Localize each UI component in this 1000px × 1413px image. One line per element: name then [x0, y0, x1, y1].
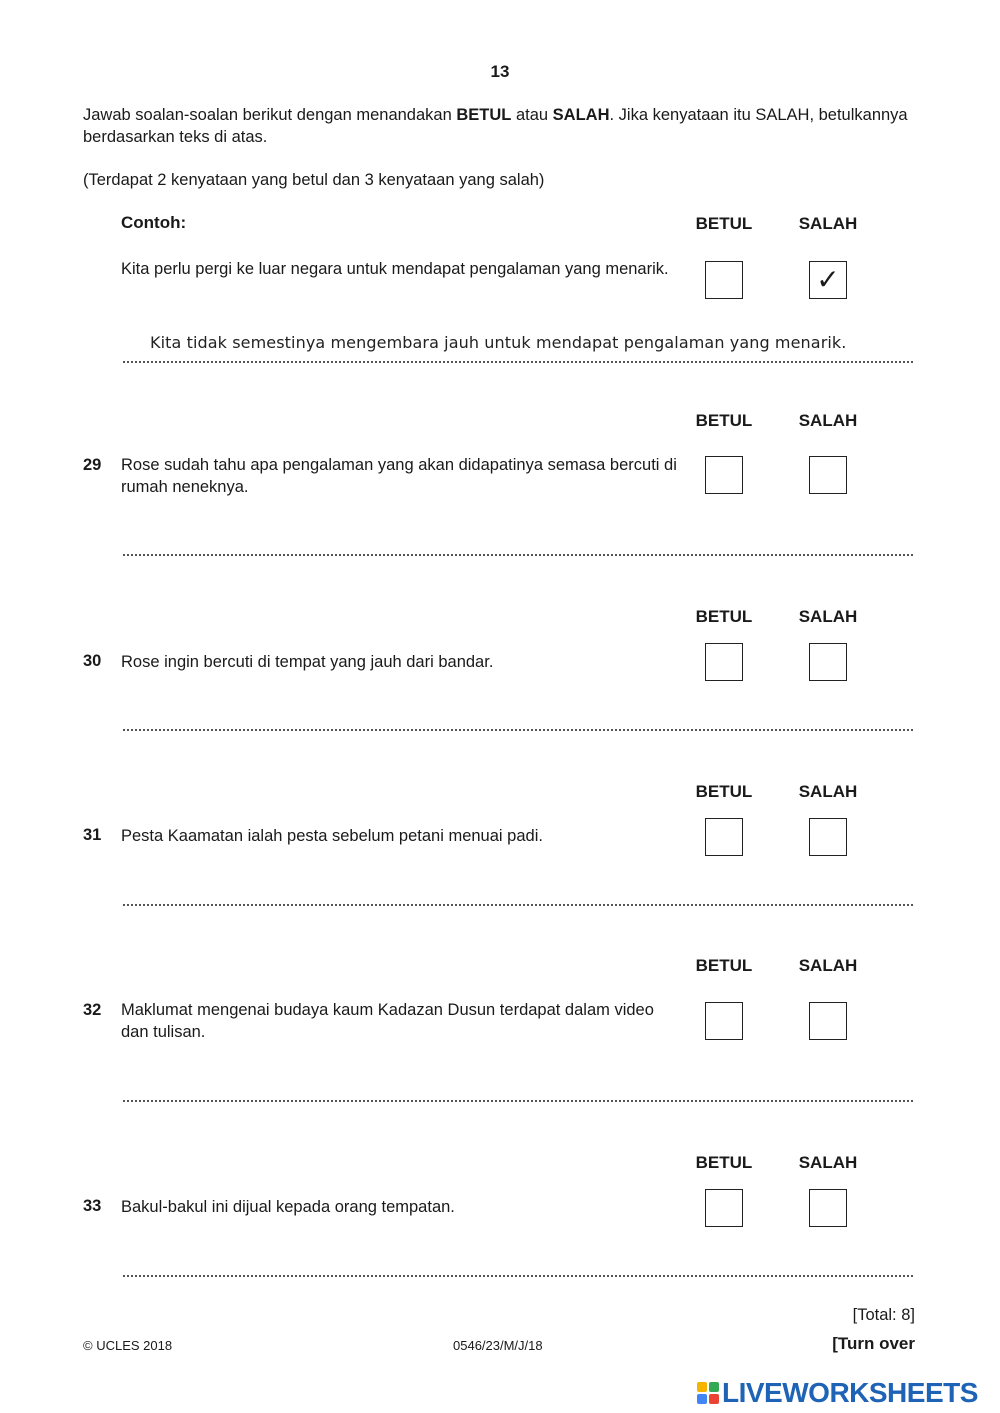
instructions-note: (Terdapat 2 kenyataan yang betul dan 3 kenyataan yang salah): [83, 171, 545, 189]
question-number: 32: [83, 1001, 102, 1019]
question-statement: Rose sudah tahu apa pengalaman yang akan didapatinya semasa bercuti di rumah neneknya.: [121, 456, 677, 496]
liveworksheets-logo-icon: [697, 1382, 719, 1404]
q31-answer-line[interactable]: [123, 904, 913, 906]
page-number: 13: [490, 62, 510, 81]
column-header-betul: BETUL: [695, 214, 753, 233]
example-salah-checkbox[interactable]: ✓: [809, 261, 847, 299]
question-number: 29: [83, 456, 102, 474]
column-header-betul: BETUL: [695, 956, 753, 975]
footer-copyright: © UCLES 2018: [83, 1338, 173, 1353]
question-number: 30: [83, 652, 102, 670]
q33-answer-line[interactable]: [123, 1275, 913, 1277]
q32-answer-line[interactable]: [123, 1100, 913, 1102]
column-header-salah: SALAH: [798, 607, 858, 626]
column-header-salah: SALAH: [798, 214, 858, 233]
q32-salah-checkbox[interactable]: [809, 1002, 847, 1040]
example-betul-checkbox[interactable]: [705, 261, 743, 299]
q29-betul-checkbox[interactable]: [705, 456, 743, 494]
q32-betul-checkbox[interactable]: [705, 1002, 743, 1040]
footer-paper-code: 0546/23/M/J/18: [453, 1338, 543, 1353]
column-header-betul: BETUL: [695, 411, 753, 430]
question-statement: Maklumat mengenai budaya kaum Kadazan Dusun terdapat dalam video dan tulisan.: [121, 1001, 654, 1041]
example-statement: Kita perlu pergi ke luar negara untuk mendapat pengalaman yang menarik.: [121, 260, 669, 278]
example-answer-line: [123, 361, 913, 363]
column-header-salah: SALAH: [798, 411, 858, 430]
liveworksheets-brand: [697, 1377, 978, 1409]
q31-betul-checkbox[interactable]: [705, 818, 743, 856]
column-header-salah: SALAH: [798, 782, 858, 801]
column-header-salah: SALAH: [798, 956, 858, 975]
q29-salah-checkbox[interactable]: [809, 456, 847, 494]
question-statement: Rose ingin bercuti di tempat yang jauh dari bandar.: [121, 653, 494, 671]
total-marks: [Total: 8]: [852, 1306, 915, 1324]
question-number: 33: [83, 1197, 102, 1215]
question-number: 31: [83, 826, 102, 844]
q29-answer-line[interactable]: [123, 554, 913, 556]
brand-name: LIVEWORKSHEETS: [722, 1377, 978, 1408]
q33-betul-checkbox[interactable]: [705, 1189, 743, 1227]
question-statement: Bakul-bakul ini dijual kepada orang tempatan.: [121, 1198, 455, 1216]
column-header-salah: SALAH: [798, 1153, 858, 1172]
column-header-betul: BETUL: [695, 782, 753, 801]
question-statement: Pesta Kaamatan ialah pesta sebelum petani menuai padi.: [121, 827, 543, 845]
footer-turn-over: [Turn over: [832, 1334, 915, 1353]
q30-salah-checkbox[interactable]: [809, 643, 847, 681]
column-header-betul: BETUL: [695, 607, 753, 626]
example-label: Contoh:: [121, 213, 187, 232]
q30-answer-line[interactable]: [123, 729, 913, 731]
q30-betul-checkbox[interactable]: [705, 643, 743, 681]
column-header-betul: BETUL: [695, 1153, 753, 1172]
q31-salah-checkbox[interactable]: [809, 818, 847, 856]
q33-salah-checkbox[interactable]: [809, 1189, 847, 1227]
instructions: Jawab soalan-soalan berikut dengan menandakan BETUL atau SALAH. Jika kenyataan itu SALAH, betulkannya berdasarkan teks di atas.: [83, 106, 908, 146]
example-answer: Kita tidak semestinya mengembara jauh untuk mendapat pengalaman yang menarik.: [150, 333, 847, 352]
